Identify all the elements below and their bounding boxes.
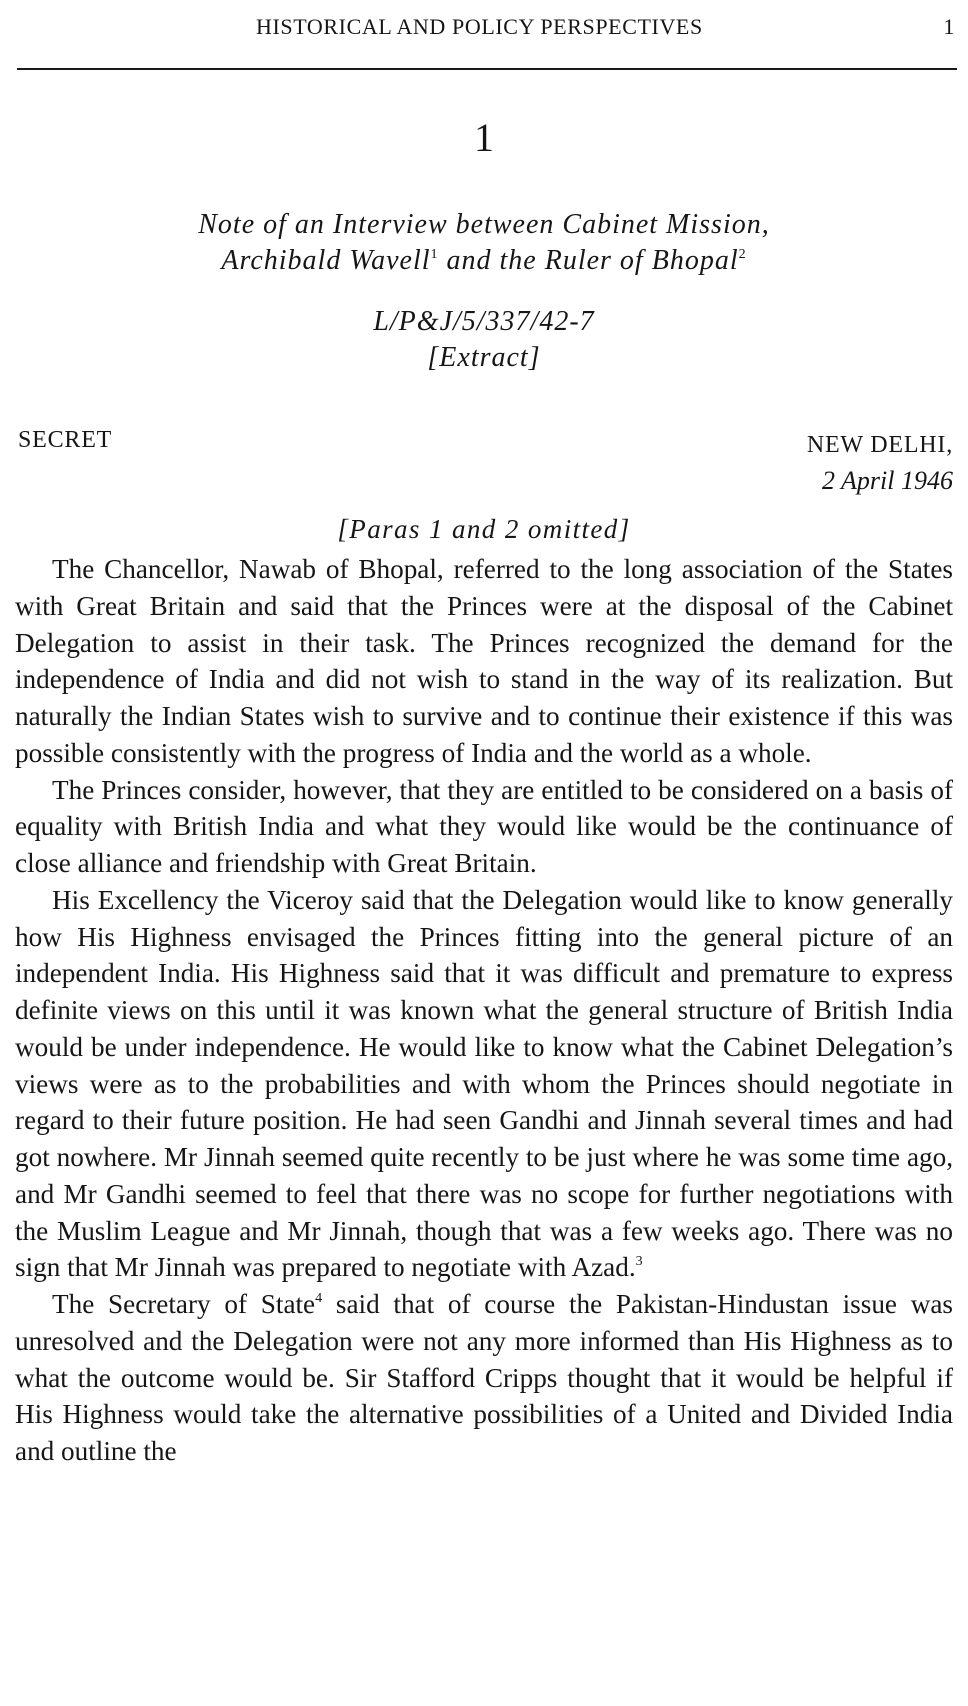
title-ruler: and the Ruler of Bhopal (438, 245, 739, 276)
footnote-ref-2: 2 (738, 247, 747, 262)
reference-block (0, 304, 968, 376)
paragraph-4-start: The Secretary of State (52, 1289, 316, 1319)
paragraph-2: The Princes consider, however, that they are entitled to be considered on a basis of equality with British India and what they would like would be the continuance of close alliance and friendship with Great Britain. (15, 774, 953, 878)
omitted-note: [Paras 1 and 2 omitted] (337, 514, 631, 544)
classification-label: SECRET (18, 427, 113, 453)
document-number: 1 (474, 115, 494, 160)
paragraph-4-rest: said that of course the Pakistan-Hindustan issue was unresolved and the Delegation were not any more informed than His Highness as to what the outcome would be. Sir Stafford Cripps thought that it would be helpful if His Highness would take the alternative possibilities of a United and Divided India and outline the (15, 1289, 954, 1466)
running-head-title: HISTORICAL AND POLICY PERSPECTIVES (256, 14, 703, 39)
body-text (15, 551, 953, 1470)
title-wavell: Archibald Wavell (221, 245, 431, 276)
footnote-ref-1: 1 (430, 247, 439, 262)
paragraph-4 (15, 1286, 953, 1470)
document-title (0, 207, 968, 279)
paragraph-1: The Chancellor, Nawab of Bhopal, referred to the long association of the States with Great Britain and said that the Princes were at the disposal of the Cabinet Delegation to assist in their task. The Princes recognized the demand for the independence of India and did not wish to stand in the way of its realization. But naturally the Indian States wish to survive and to continue their existence if this was possible consistently with the progress of India and the world as a whole. (15, 554, 953, 768)
archive-reference: L/P&J/5/337/42-7 (373, 306, 595, 337)
place-date (807, 427, 953, 499)
extract-label: [Extract] (427, 342, 541, 373)
title-line-2 (0, 243, 968, 279)
footnote-ref-3: 3 (635, 1254, 643, 1270)
date: 2 April 1946 (822, 466, 953, 495)
paragraph-3 (15, 882, 953, 1286)
page-number: 1 (943, 14, 955, 39)
paragraph-3-text: His Excellency the Viceroy said that the Delegation would like to know generally how His Highness envisaged the Princes fitting into the general picture of an independent India. His Highness said that it was difficult and premature to express definite views on this until it was known what the general structure of British India would be under independence. He would like to know what the Cabinet Delegation’s views were as to the probabilities and with whom the Princes should negotiate in regard to their future position. He had seen Gandhi and Jinnah several times and had got nowhere. Mr Jinnah seemed quite recently to be just where he was some time ago, and Mr Gandhi seemed to feel that there was no scope for further negotiations with the Muslim League and Mr Jinnah, though that was a few weeks ago. There was no sign that Mr Jinnah was prepared to negotiate with Azad. (15, 884, 953, 1283)
running-head (0, 14, 968, 50)
header-rule (17, 68, 957, 70)
title-line-1: Note of an Interview between Cabinet Mission, (198, 209, 770, 240)
place: NEW DELHI, (806, 432, 953, 458)
footnote-ref-4: 4 (315, 1291, 323, 1306)
